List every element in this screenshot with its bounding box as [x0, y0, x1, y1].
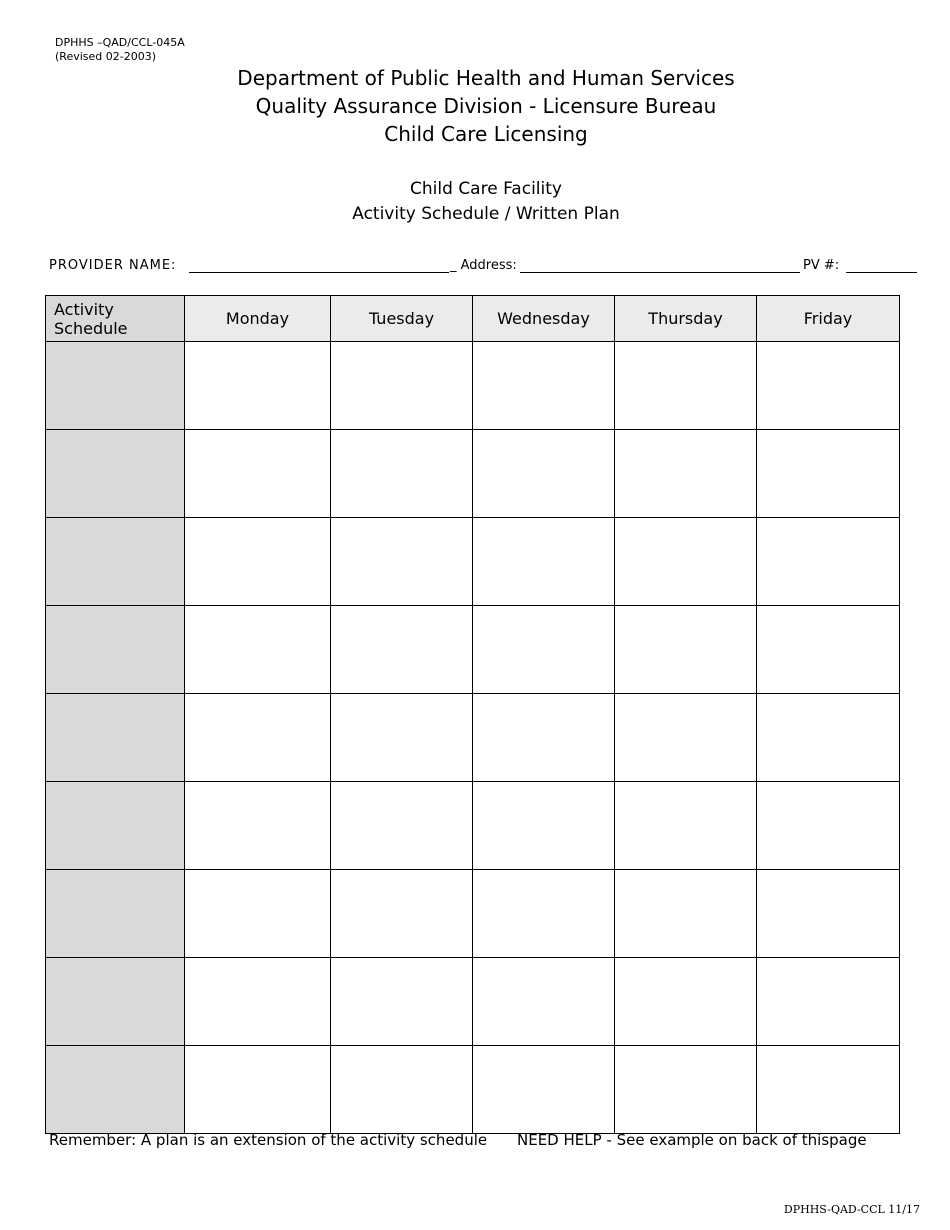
activity-cell-friday[interactable] — [757, 342, 900, 430]
activity-time-cell[interactable] — [46, 782, 185, 870]
activity-cell-tuesday[interactable] — [331, 1046, 473, 1134]
activity-time-cell[interactable] — [46, 958, 185, 1046]
activity-cell-monday[interactable] — [185, 694, 331, 782]
table-row — [46, 430, 900, 518]
day-header-friday: Friday — [757, 296, 900, 342]
table-row — [46, 958, 900, 1046]
activity-cell-tuesday[interactable] — [331, 782, 473, 870]
activity-cell-wednesday[interactable] — [473, 430, 615, 518]
day-header-tuesday: Tuesday — [331, 296, 473, 342]
provider-name-label: PROVIDER NAME: — [49, 258, 177, 273]
form-code — [55, 36, 185, 64]
activity-cell-monday[interactable] — [185, 518, 331, 606]
activity-cell-thursday[interactable] — [615, 782, 757, 870]
activity-cell-friday[interactable] — [757, 430, 900, 518]
activity-cell-tuesday[interactable] — [331, 606, 473, 694]
table-row — [46, 342, 900, 430]
activity-cell-tuesday[interactable] — [331, 342, 473, 430]
activity-cell-monday[interactable] — [185, 606, 331, 694]
title-line-1: Child Care Facility — [410, 179, 562, 199]
address-field[interactable] — [520, 272, 800, 273]
header-line-3: Child Care Licensing — [384, 122, 588, 146]
activity-cell-tuesday[interactable] — [331, 430, 473, 518]
activity-time-cell[interactable] — [46, 430, 185, 518]
revision-code: DPHHS-QAD-CCL 11/17 — [783, 1203, 920, 1216]
pv-number-field[interactable] — [846, 272, 917, 273]
department-header — [0, 64, 950, 148]
day-header-wednesday: Wednesday — [473, 296, 615, 342]
activity-time-cell[interactable] — [46, 1046, 185, 1134]
form-title — [0, 177, 950, 227]
activity-cell-thursday[interactable] — [615, 870, 757, 958]
table-row — [46, 870, 900, 958]
activity-cell-monday[interactable] — [185, 430, 331, 518]
table-row — [46, 606, 900, 694]
title-line-2: Activity Schedule / Written Plan — [352, 204, 620, 224]
activity-schedule-table — [45, 295, 900, 1134]
activity-cell-wednesday[interactable] — [473, 1046, 615, 1134]
table-row — [46, 518, 900, 606]
table-row — [46, 782, 900, 870]
activity-cell-monday[interactable] — [185, 342, 331, 430]
header-line-2: Quality Assurance Division - Licensure Bureau — [255, 94, 717, 118]
activity-cell-wednesday[interactable] — [473, 958, 615, 1046]
activity-cell-monday[interactable] — [185, 870, 331, 958]
day-header-monday: Monday — [185, 296, 331, 342]
pv-number-label: PV #: — [803, 258, 840, 273]
activity-time-cell[interactable] — [46, 342, 185, 430]
activity-cell-friday[interactable] — [757, 958, 900, 1046]
address-label: _ Address: — [450, 258, 517, 273]
activity-cell-friday[interactable] — [757, 1046, 900, 1134]
activity-cell-wednesday[interactable] — [473, 518, 615, 606]
table-row — [46, 694, 900, 782]
activity-cell-monday[interactable] — [185, 958, 331, 1046]
activity-cell-tuesday[interactable] — [331, 870, 473, 958]
activity-time-cell[interactable] — [46, 606, 185, 694]
activity-cell-thursday[interactable] — [615, 958, 757, 1046]
table-row — [46, 1046, 900, 1134]
activity-cell-monday[interactable] — [185, 782, 331, 870]
activity-cell-thursday[interactable] — [615, 518, 757, 606]
activity-cell-wednesday[interactable] — [473, 694, 615, 782]
activity-cell-wednesday[interactable] — [473, 870, 615, 958]
activity-cell-tuesday[interactable] — [331, 518, 473, 606]
activity-time-cell[interactable] — [46, 694, 185, 782]
provider-name-field[interactable] — [189, 272, 449, 273]
activity-cell-friday[interactable] — [757, 518, 900, 606]
activity-cell-thursday[interactable] — [615, 606, 757, 694]
activity-time-cell[interactable] — [46, 870, 185, 958]
activity-cell-wednesday[interactable] — [473, 606, 615, 694]
activity-cell-thursday[interactable] — [615, 342, 757, 430]
activity-schedule-header: Activity Schedule — [46, 296, 185, 342]
activity-cell-friday[interactable] — [757, 782, 900, 870]
activity-cell-wednesday[interactable] — [473, 342, 615, 430]
activity-cell-thursday[interactable] — [615, 694, 757, 782]
activity-cell-friday[interactable] — [757, 694, 900, 782]
activity-cell-friday[interactable] — [757, 870, 900, 958]
form-number: DPHHS –QAD/CCL-045A — [55, 36, 185, 49]
activity-cell-thursday[interactable] — [615, 1046, 757, 1134]
help-note: NEED HELP - See example on back of thispage — [517, 1131, 867, 1149]
activity-cell-monday[interactable] — [185, 1046, 331, 1134]
activity-cell-tuesday[interactable] — [331, 694, 473, 782]
activity-cell-friday[interactable] — [757, 606, 900, 694]
activity-cell-thursday[interactable] — [615, 430, 757, 518]
activity-time-cell[interactable] — [46, 518, 185, 606]
activity-cell-tuesday[interactable] — [331, 958, 473, 1046]
day-header-thursday: Thursday — [615, 296, 757, 342]
revised-date: (Revised 02-2003) — [55, 50, 157, 63]
activity-cell-wednesday[interactable] — [473, 782, 615, 870]
header-line-1: Department of Public Health and Human Services — [237, 66, 735, 90]
reminder-note: Remember: A plan is an extension of the activity schedule — [49, 1131, 488, 1149]
